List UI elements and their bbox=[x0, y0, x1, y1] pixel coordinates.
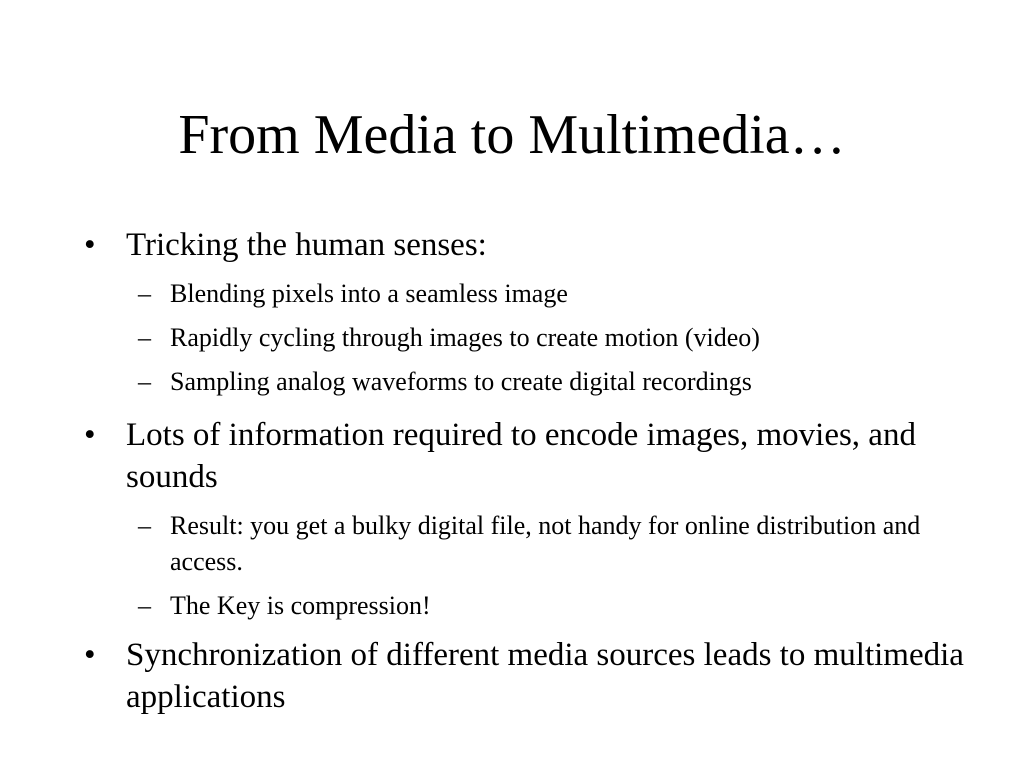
sub-bullet-item bbox=[84, 364, 984, 400]
bullet-text: Tricking the human senses: bbox=[126, 227, 487, 263]
sub-bullet-marker: – bbox=[138, 511, 151, 540]
bullet-text: Synchronization of different media sources leads to multimedia applications bbox=[126, 637, 964, 715]
sub-bullet-item bbox=[84, 320, 984, 356]
sub-bullet-item bbox=[84, 276, 984, 312]
bullet-text: Lots of information required to encode images, movies, and sounds bbox=[126, 417, 916, 495]
bullet-marker: • bbox=[84, 227, 96, 263]
sub-bullet-text: Blending pixels into a seamless image bbox=[170, 279, 568, 308]
bullet-item bbox=[84, 634, 984, 718]
sub-bullet-marker: – bbox=[138, 279, 151, 308]
bullet-marker: • bbox=[84, 637, 96, 673]
sub-bullet-marker: – bbox=[138, 367, 151, 396]
bullet-item bbox=[84, 414, 984, 498]
bullet-marker: • bbox=[84, 417, 96, 453]
sub-bullet-text: Rapidly cycling through images to create motion (video) bbox=[170, 323, 760, 352]
sub-bullet-marker: – bbox=[138, 323, 151, 352]
slide-title: From Media to Multimedia… bbox=[178, 104, 846, 166]
sub-bullet-text: Result: you get a bulky digital file, not handy for online distribution and access. bbox=[170, 511, 921, 576]
bullet-item bbox=[84, 224, 984, 266]
slide-body bbox=[84, 224, 984, 718]
sub-bullet-item bbox=[84, 588, 984, 624]
sub-bullet-marker: – bbox=[138, 591, 151, 620]
sub-bullet-text: Sampling analog waveforms to create digital recordings bbox=[170, 367, 752, 396]
sub-bullet-item bbox=[84, 508, 984, 580]
sub-bullet-text: The Key is compression! bbox=[170, 591, 431, 620]
